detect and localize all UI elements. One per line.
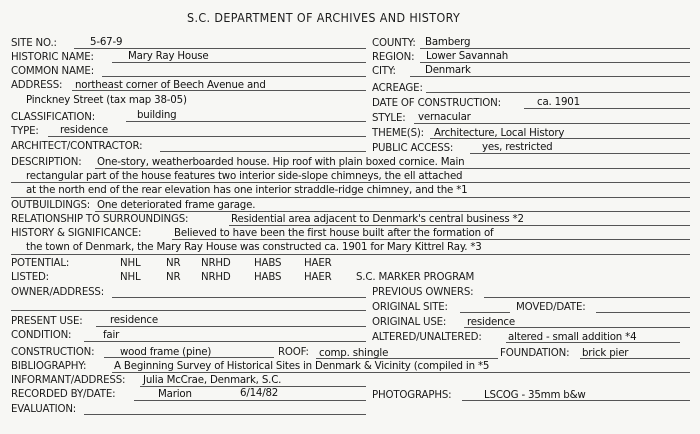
address-value-line2: Pinckney Street (tax map 38-05): [26, 93, 187, 106]
common-name-rule: [102, 76, 366, 77]
type-value: residence: [60, 123, 108, 136]
foundation-rule: [580, 358, 690, 359]
site-no-value: 5-67-9: [90, 35, 123, 48]
present-use-value: residence: [110, 313, 158, 326]
site-no-rule: [74, 48, 366, 49]
city-label: CITY:: [372, 64, 396, 77]
foundation-label: FOUNDATION:: [500, 346, 570, 359]
marker-program-label: S.C. MARKER PROGRAM: [356, 270, 475, 283]
type-rule: [48, 136, 366, 137]
original-site-rule: [460, 312, 510, 313]
city-value: Denmark: [425, 63, 471, 76]
address-value: northeast corner of Beech Avenue and: [75, 78, 266, 91]
themes-value: Architecture, Local History: [434, 126, 565, 139]
description-label: DESCRIPTION:: [11, 155, 82, 168]
form-title-text: S.C. DEPARTMENT OF ARCHIVES AND HISTORY: [187, 11, 461, 25]
relationship-value: Residential area adjacent to Denmark's central business *2: [231, 212, 524, 225]
architect-rule: [160, 151, 366, 152]
owner-rule: [112, 297, 366, 298]
recorded-rule: [134, 400, 366, 401]
potential-option-nr[interactable]: NR: [166, 256, 181, 269]
acreage-rule: [426, 92, 690, 93]
condition-label: CONDITION:: [11, 328, 72, 341]
acreage-label: ACREAGE:: [372, 81, 423, 94]
original-use-value: residence: [467, 315, 515, 328]
listed-option-habs[interactable]: HABS: [254, 270, 282, 283]
listed-option-haer[interactable]: HAER: [304, 270, 332, 283]
condition-rule: [84, 341, 366, 342]
listed-option-nr[interactable]: NR: [166, 270, 181, 283]
original-use-rule: [464, 327, 690, 328]
relationship-label: RELATIONSHIP TO SURROUNDINGS:: [11, 212, 189, 225]
description-line3: at the north end of the rear elevation has one interior straddle-ridge chimney, and the *1: [26, 183, 468, 196]
potential-option-nrhd[interactable]: NRHD: [201, 256, 231, 269]
public-access-label: PUBLIC ACCESS:: [372, 141, 454, 154]
photographs-value: LSCOG - 35mm b&w: [484, 388, 586, 401]
previous-owners-label: PREVIOUS OWNERS:: [372, 285, 474, 298]
classification-value: building: [137, 108, 177, 121]
roof-value: comp. shingle: [319, 346, 389, 359]
construction-value: wood frame (pine): [120, 345, 212, 358]
date-construction-value: ca. 1901: [537, 95, 580, 108]
history-line1: Believed to have been the first house built after the formation of: [174, 226, 494, 239]
moved-date-label: MOVED/DATE:: [516, 300, 586, 313]
themes-rule: [430, 138, 690, 139]
listed-label: LISTED:: [11, 270, 49, 283]
style-value: vernacular: [418, 110, 471, 123]
previous-owners-rule: [484, 297, 690, 298]
themes-label: THEME(S):: [372, 126, 424, 139]
original-site-label: ORIGINAL SITE:: [372, 300, 448, 313]
county-label: COUNTY:: [372, 36, 416, 49]
listed-option-nrhd[interactable]: NRHD: [201, 270, 231, 283]
evaluation-label: EVALUATION:: [11, 402, 77, 415]
form-title: [187, 12, 481, 25]
potential-option-nhl[interactable]: NHL: [120, 256, 141, 269]
potential-option-habs[interactable]: HABS: [254, 256, 282, 269]
historic-name-rule: [112, 62, 366, 63]
description-line2: rectangular part of the house features two interior side-slope chimneys, the ell attached: [26, 169, 463, 182]
outbuildings-value: One deteriorated frame garage.: [97, 198, 256, 211]
region-label: REGION:: [372, 50, 415, 63]
city-rule: [410, 76, 690, 77]
present-use-rule: [96, 326, 366, 327]
informant-value: Julia McCrae, Denmark, S.C.: [143, 373, 282, 386]
photographs-rule: [462, 400, 690, 401]
address-rule: [72, 90, 366, 91]
history-rule-2: [11, 254, 690, 255]
recorded-date-value: 6/14/82: [240, 386, 279, 399]
history-label: HISTORY & SIGNIFICANCE:: [11, 226, 142, 239]
architect-label: ARCHITECT/CONTRACTOR:: [11, 139, 143, 152]
foundation-value: brick pier: [582, 346, 629, 359]
style-label: STYLE:: [372, 111, 406, 124]
region-value: Lower Savannah: [426, 49, 509, 62]
evaluation-rule: [84, 414, 366, 415]
historic-name-value: Mary Ray House: [128, 49, 209, 62]
altered-value: altered - small addition *4: [508, 330, 637, 343]
recorded-label: RECORDED BY/DATE:: [11, 387, 116, 400]
history-line2: the town of Denmark, the Mary Ray House was constructed ca. 1901 for Mary Kittrel Ray. *3: [26, 240, 482, 253]
photographs-label: PHOTOGRAPHS:: [372, 388, 452, 401]
present-use-label: PRESENT USE:: [11, 314, 83, 327]
classification-label: CLASSIFICATION:: [11, 110, 95, 123]
construction-label: CONSTRUCTION:: [11, 345, 95, 358]
informant-label: INFORMANT/ADDRESS:: [11, 373, 126, 386]
historic-name-label: HISTORIC NAME:: [11, 50, 94, 63]
owner-label: OWNER/ADDRESS:: [11, 285, 104, 298]
altered-label: ALTERED/UNALTERED:: [372, 330, 482, 343]
county-value: Bamberg: [425, 35, 471, 48]
date-construction-label: DATE OF CONSTRUCTION:: [372, 96, 501, 109]
construction-rule: [104, 357, 274, 358]
description-line1: One-story, weatherboarded house. Hip roof with plain boxed cornice. Main: [97, 155, 465, 168]
potential-label: POTENTIAL:: [11, 256, 70, 269]
roof-label: ROOF:: [278, 345, 309, 358]
site-no-label: SITE NO.:: [11, 36, 57, 49]
type-label: TYPE:: [11, 124, 39, 137]
altered-rule: [506, 342, 680, 343]
bibliography-label: BIBLIOGRAPHY:: [11, 359, 87, 372]
owner-rule-2: [11, 310, 366, 311]
recorded-by-value: Marion: [158, 387, 192, 400]
date-construction-rule: [524, 108, 690, 109]
moved-date-rule: [596, 312, 690, 313]
potential-option-haer[interactable]: HAER: [304, 256, 332, 269]
common-name-label: COMMON NAME:: [11, 64, 94, 77]
original-use-label: ORIGINAL USE:: [372, 315, 447, 328]
condition-value: fair: [103, 328, 120, 341]
site-no-row: [11, 36, 60, 49]
outbuildings-label: OUTBUILDINGS:: [11, 198, 91, 211]
public-access-value: yes, restricted: [482, 140, 553, 153]
bibliography-value: A Beginning Survey of Historical Sites in Denmark & Vicinity (compiled in *5: [114, 359, 490, 372]
classification-rule: [126, 121, 366, 122]
listed-option-nhl[interactable]: NHL: [120, 270, 141, 283]
public-access-rule: [470, 153, 690, 154]
style-rule: [414, 123, 690, 124]
address-label: ADDRESS:: [11, 78, 63, 91]
